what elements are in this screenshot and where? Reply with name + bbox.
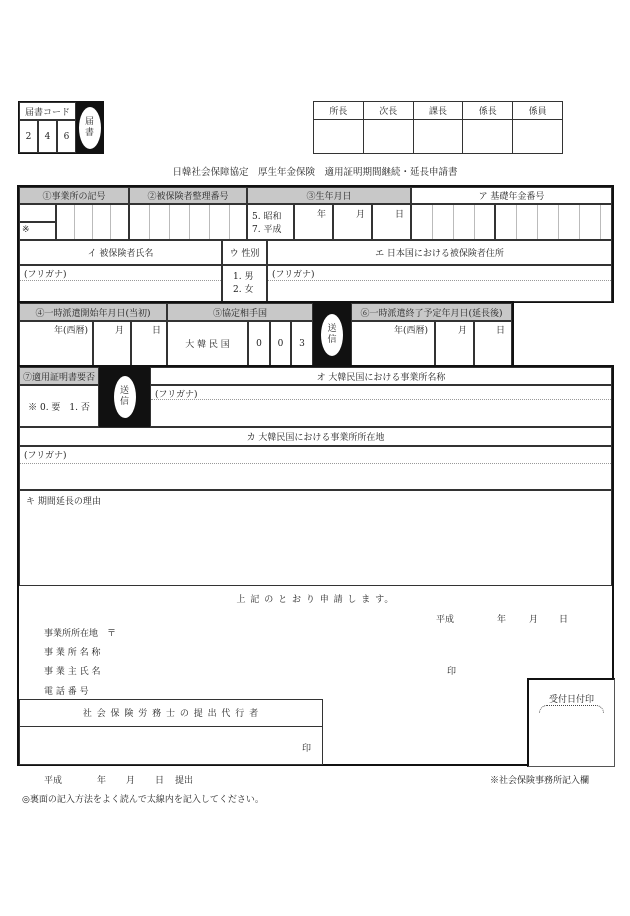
address-header: エ 日本国における被保険者住所 xyxy=(267,240,612,265)
footer-submit: 提出 xyxy=(175,776,194,786)
insured-name-input[interactable] xyxy=(19,265,222,302)
form-code-digit: 4 xyxy=(38,120,57,153)
pension-number-header: ア 基礎年金番号 xyxy=(411,187,612,204)
pension-number-input-2[interactable] xyxy=(495,204,612,240)
korea-office-address-input[interactable] xyxy=(19,446,612,490)
send-label: 送 信 xyxy=(321,314,343,356)
sex-female: 2. 女 xyxy=(233,285,254,295)
furigana-label: (フリガナ) xyxy=(268,266,611,281)
office-code-header: ①事業所の記号 xyxy=(19,187,129,204)
furigana-label: (フリガナ) xyxy=(20,447,611,464)
sex-male: 1. 男 xyxy=(233,272,254,282)
start-date-header: ④一時派遣開始年月日(当初) xyxy=(19,303,167,321)
approval-header: 係長 xyxy=(463,102,512,120)
pension-number-input-1[interactable] xyxy=(411,204,495,240)
instruction-note: ◎裏面の記入方法をよく読んで太線内を記入してください。 xyxy=(22,795,264,805)
footer-year: 年 xyxy=(97,776,107,786)
end-date-header: ⑥一時派遣終了予定年月日(延長後) xyxy=(351,303,512,321)
country-name: 大 韓 民 国 xyxy=(167,321,248,366)
receipt-stamp-label: 受付日付印 xyxy=(548,695,594,705)
office-code-input[interactable] xyxy=(56,204,129,240)
insured-number-header: ②被保険者整理番号 xyxy=(129,187,247,204)
end-day-input[interactable]: 日 xyxy=(474,321,512,366)
address-input[interactable] xyxy=(267,265,612,302)
era-heisei: 7. 平成 xyxy=(252,225,282,235)
agent-header: 社 会 保 険 労 務 士 の 提 出 代 行 者 xyxy=(19,699,323,727)
furigana-label: (フリガナ) xyxy=(20,266,221,281)
era-showa: 5. 昭和 xyxy=(252,212,282,222)
birth-date-header: ③生年月日 xyxy=(247,187,411,204)
approval-table xyxy=(313,101,563,154)
declaration-era: 平成 xyxy=(436,615,455,625)
approval-header: 係員 xyxy=(513,102,562,120)
agent-seal: 印 xyxy=(302,744,312,754)
receipt-stamp-box xyxy=(527,678,615,767)
korea-office-name-header: オ 大韓民国における事業所名称 xyxy=(150,367,612,385)
declaration-text: 上 記 の と お り 申 請 し ま す。 xyxy=(236,595,395,605)
stamp-label: 届 書 xyxy=(79,107,101,149)
insured-name-header: イ 被保険者氏名 xyxy=(19,240,222,265)
office-code-sub[interactable] xyxy=(19,204,56,222)
birth-day-input[interactable]: 日 xyxy=(372,204,411,240)
korea-office-address-header: カ 大韓民国における事業所所在地 xyxy=(19,427,612,446)
phone-label: 電 話 番 号 xyxy=(44,687,89,697)
receipt-stamp-arc xyxy=(539,705,604,713)
declaration-day: 日 xyxy=(559,615,569,625)
insured-number-input[interactable] xyxy=(129,204,247,240)
stamp-box xyxy=(76,102,103,153)
approval-header: 所長 xyxy=(314,102,363,120)
footer-day: 日 xyxy=(155,776,165,786)
office-name-label: 事 業 所 名 称 xyxy=(44,648,101,658)
approval-header: 課長 xyxy=(414,102,463,120)
footer-era: 平成 xyxy=(44,776,63,786)
office-address-label: 事業所所在地 〒 xyxy=(44,629,117,639)
birth-month-input[interactable]: 月 xyxy=(333,204,372,240)
start-month-input[interactable]: 月 xyxy=(93,321,131,366)
office-code-mark[interactable]: ※ xyxy=(19,222,56,240)
start-day-input[interactable]: 日 xyxy=(131,321,167,366)
form-title: 日韓社会保障協定 厚生年金保険 適用証明期間継続・延長申請書 xyxy=(172,167,458,178)
form-code-digit: 2 xyxy=(19,120,38,153)
declaration-month: 月 xyxy=(529,615,539,625)
declaration-year: 年 xyxy=(497,615,507,625)
end-month-input[interactable]: 月 xyxy=(435,321,474,366)
country-code-digit: 0 xyxy=(248,321,270,366)
footer-month: 月 xyxy=(126,776,136,786)
korea-office-name-input[interactable] xyxy=(150,385,612,427)
owner-name-label: 事 業 主 氏 名 xyxy=(44,667,101,677)
form-code-digit: 6 xyxy=(57,120,76,153)
cert-needed-header: ⑦適用証明書要否 xyxy=(19,367,99,385)
form-code-label: 届書コード xyxy=(19,102,76,120)
owner-seal: 印 xyxy=(447,667,457,677)
furigana-label: (フリガナ) xyxy=(151,386,611,400)
sex-header: ウ 性別 xyxy=(222,240,267,265)
office-use-note: ※社会保険事務所記入欄 xyxy=(490,776,590,786)
approval-header: 次長 xyxy=(364,102,413,120)
country-header: ⑤協定相手国 xyxy=(167,303,313,321)
country-code-digit: 3 xyxy=(291,321,313,366)
cert-needed-options[interactable]: ※ 0. 要 1. 否 xyxy=(19,385,99,427)
send-label: 送 信 xyxy=(114,376,136,418)
start-year-input[interactable]: 年(西暦) xyxy=(19,321,93,366)
sex-options[interactable] xyxy=(222,265,267,302)
extension-reason-input[interactable]: キ 期間延長の理由 xyxy=(19,490,612,586)
end-year-input[interactable]: 年(西暦) xyxy=(351,321,435,366)
send-box xyxy=(99,367,150,427)
birth-year-input[interactable]: 年 xyxy=(294,204,333,240)
country-code-digit: 0 xyxy=(270,321,291,366)
send-box xyxy=(313,303,351,366)
era-options[interactable] xyxy=(247,204,294,240)
